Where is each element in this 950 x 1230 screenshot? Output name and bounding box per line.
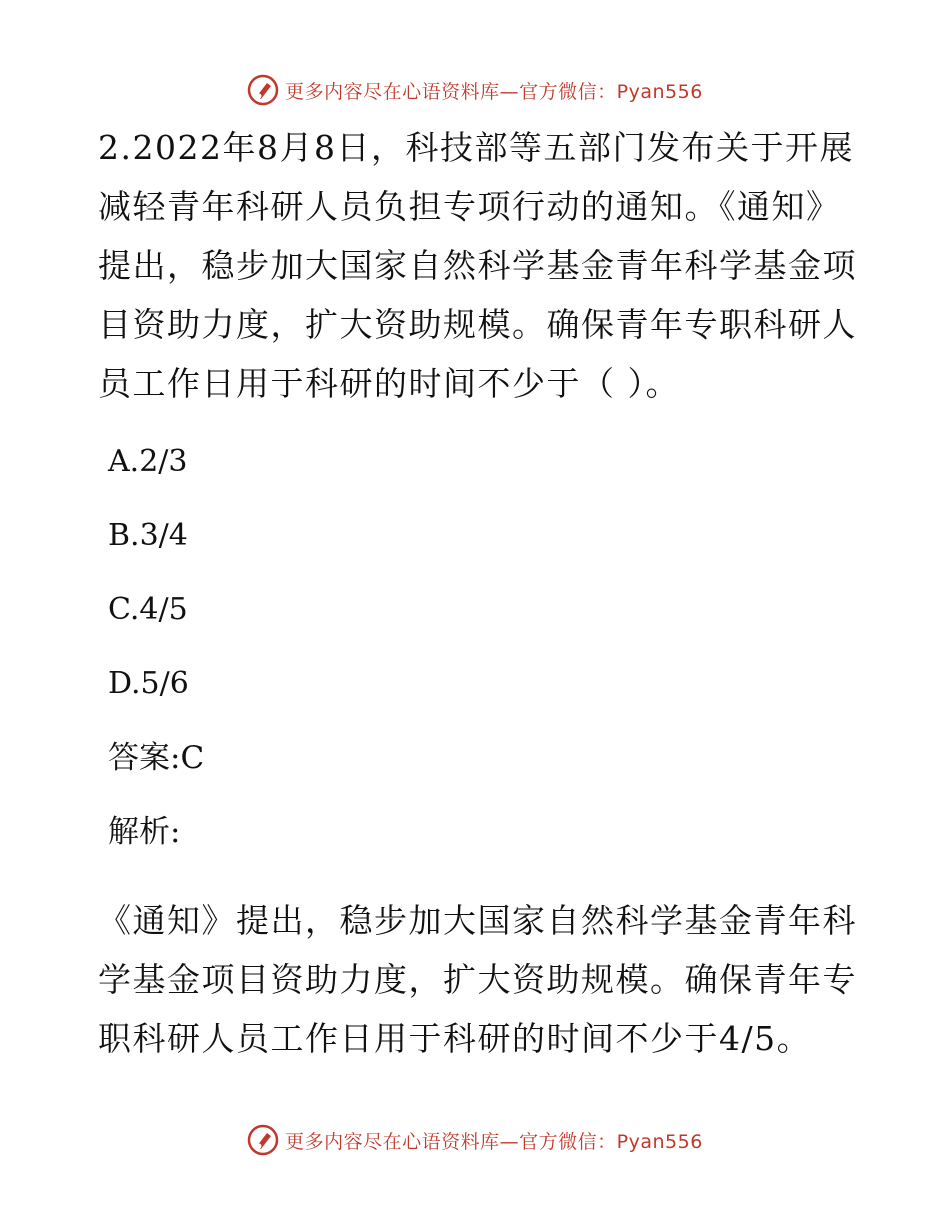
header-banner-text: 更多内容尽在心语资料库—官方微信：Pyan556 xyxy=(285,80,703,103)
answer-text: 答案:C xyxy=(108,740,205,776)
header-banner xyxy=(0,70,950,110)
document-body xyxy=(98,118,858,1068)
analysis-text: 《通知》提出，稳步加大国家自然科学基金青年科学基金项目资助力度，扩大资助规模。确保青年专职科研人员工作日用于科研的时间不少于4/5。 xyxy=(98,901,857,1058)
footer-banner-text: 更多内容尽在心语资料库—官方微信：Pyan556 xyxy=(285,1130,703,1153)
question-text: 2.2022年8月8日，科技部等五部门发布关于开展减轻青年科研人员负担专项行动的通知。《通知》提出，稳步加大国家自然科学基金青年科学基金项目资助力度，扩大资助规模。确保青年专职科研人员工作日用于科研的时间不少于（ ）。 xyxy=(98,128,857,403)
analysis-label: 解析: xyxy=(108,814,181,850)
pen-nib-logo-icon xyxy=(247,1124,279,1156)
option-d: D.5/6 xyxy=(108,666,189,701)
option-a: A.2/3 xyxy=(108,444,188,479)
option-list xyxy=(98,425,858,721)
option-c: C.4/5 xyxy=(108,592,188,627)
pen-nib-logo-icon xyxy=(247,74,279,106)
footer-banner xyxy=(0,1120,950,1160)
option-b: B.3/4 xyxy=(108,518,188,553)
